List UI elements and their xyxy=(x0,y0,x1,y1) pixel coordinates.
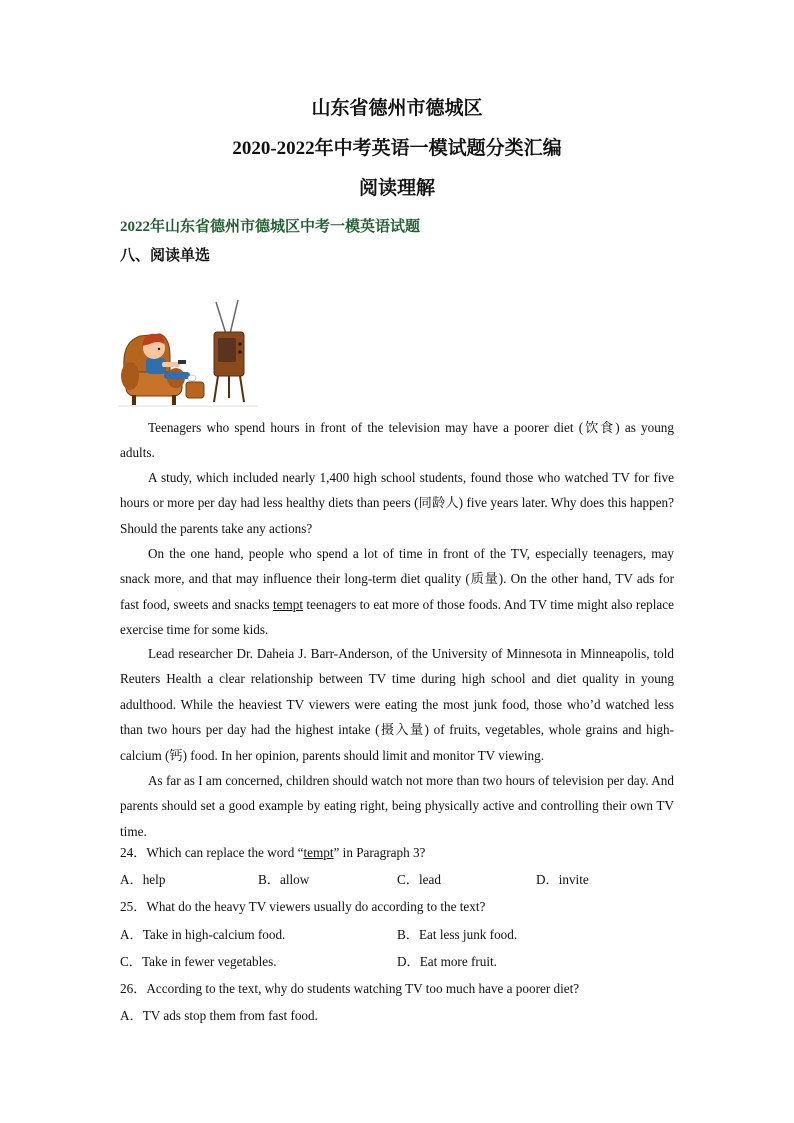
paragraph-3-part-b: teenagers to eat more of those foods. And TV time might also replace exercise time for some kids. xyxy=(120,596,674,638)
paragraph-3 xyxy=(120,541,674,643)
question-25-option-b[interactable]: B．Eat less junk food. xyxy=(397,927,518,942)
question-25-stem: 25．What do the heavy TV viewers usually do according to the text? xyxy=(120,899,486,914)
question-24-option-a[interactable]: A．help xyxy=(120,872,166,887)
question-25-option-a[interactable]: A．Take in high-calcium food. xyxy=(120,927,286,942)
paragraph-3-part-a: On the one hand, people who spend a lot of time in front of the TV, especially teenagers, may snack more, and that may influence their long-term diet quality (质量). On the other hand, TV ads for fast food, sweets and snacks xyxy=(120,546,674,612)
question-25-option-d[interactable]: D．Eat more fruit. xyxy=(397,954,497,969)
underlined-word-tempt: tempt xyxy=(272,596,304,612)
question-26-stem: 26．According to the text, why do students watching TV too much have a poorer diet? xyxy=(120,981,580,996)
paragraph-2: A study, which included nearly 1,400 high school students, found those who watched TV for five hours or more per day had less healthy diets than peers (同龄人) five years later. Why does this happen? Should the parents take any actions? xyxy=(120,470,674,536)
boy-watching-tv-icon xyxy=(118,298,258,410)
question-24-option-d[interactable]: D．invite xyxy=(536,872,589,887)
paragraph-4: Lead researcher Dr. Daheia J. Barr-Anderson, of the University of Minnesota in Minneapolis, told Reuters Health a clear relationship between TV time during high school and diet quality in young adulthood. While the heaviest TV viewers were eating the most junk food, those who’d watched less than two hours per day had the highest intake (摄入量) of fruits, vegetables, whole grains and high-calcium (钙) food. In her opinion, parents should limit and monitor TV viewing. xyxy=(120,646,674,763)
paragraph-1: Teenagers who spend hours in front of the television may have a poorer diet (饮食) as young adults. xyxy=(120,420,674,461)
question-24-stem-a: 24．Which can replace the word “ xyxy=(120,845,304,860)
title-line-1: 山东省德州市德城区 xyxy=(311,98,483,119)
title-line-2: 2020-2022年中考英语一模试题分类汇编 xyxy=(232,138,562,159)
question-25-option-c[interactable]: C．Take in fewer vegetables. xyxy=(120,954,277,969)
question-24-stem-b: ” in Paragraph 3? xyxy=(333,845,426,860)
section-title: 八、阅读单选 xyxy=(120,248,211,264)
question-24-stem xyxy=(120,843,680,863)
question-24-option-c[interactable]: C．lead xyxy=(397,872,441,887)
title-line-3: 阅读理解 xyxy=(358,178,435,199)
question-24-option-b[interactable]: B．allow xyxy=(258,872,310,887)
question-26-option-a[interactable]: A．TV ads stop them from fast food. xyxy=(120,1008,318,1023)
exam-title: 2022年山东省德州市德城区中考一模英语试题 xyxy=(120,219,421,235)
question-24-underlined-word: tempt xyxy=(303,845,334,860)
paragraph-5: As far as I am concerned, children should watch not more than two hours of television per day. And parents should set a good example by eating right, being physically active and controlling their own TV time. xyxy=(120,773,674,839)
